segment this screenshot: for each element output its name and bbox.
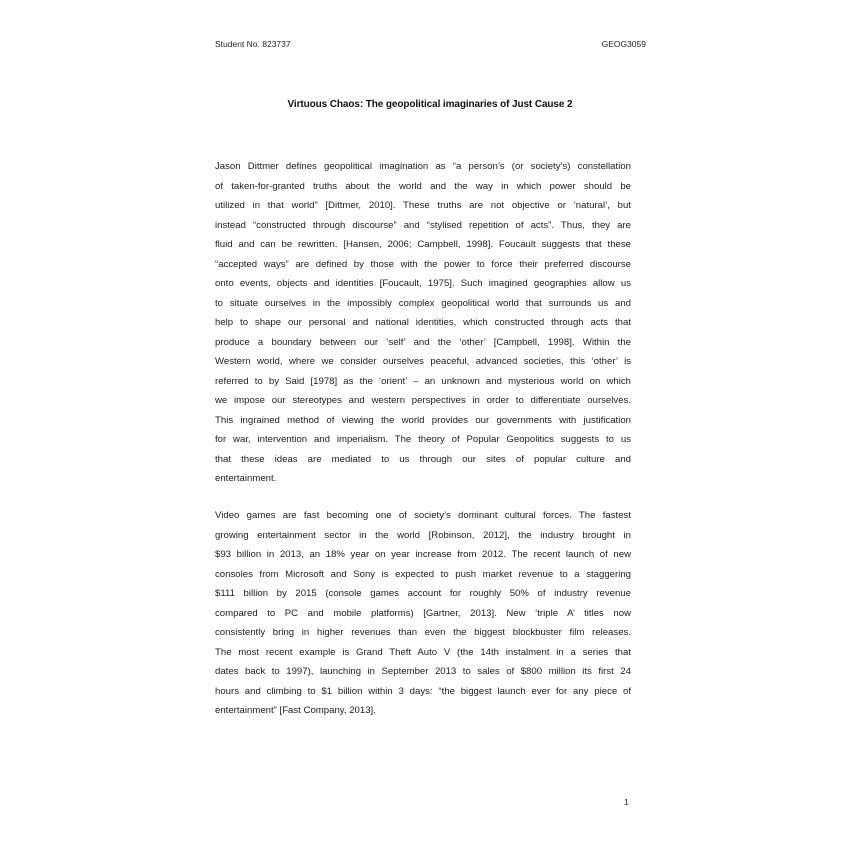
paragraph-line: dates back to 1997), launching in September 2013 to sales of $800 million its first 24 [215,666,631,677]
paragraph-line: $111 billion by 2015 (console games account for roughly 50% of industry revenue [215,588,631,599]
paragraph-2 [215,506,631,721]
paragraph-line: The most recent example is Grand Theft Auto V (the 14th instalment in a series that [215,646,631,658]
header-course-code: GEOG3059 [601,39,646,49]
paragraph-line: to situate ourselves in the impossibly complex geopolitical world that surrounds us and [215,297,631,309]
page-number: 1 [624,797,629,807]
paragraph-line: utilized in that world” [Dittmer, 2010]. These truths are not objective or ‘natural’, but [215,200,631,211]
paragraph-line: hours and climbing to $1 billion within 3 days: “the biggest launch ever for any piece of [215,685,631,697]
paragraph-line: consoles from Microsoft and Sony is expected to push market revenue to a staggering [215,568,631,580]
paragraph-line: $93 billion in 2013, an 18% year on year increase from 2012. The recent launch of new [215,549,631,560]
paragraph-line: entertainment. [215,473,277,484]
paragraph-line: This ingrained method of viewing the world provides our governments with justification [215,414,631,426]
paragraph-1 [215,157,631,489]
paragraph-line: produce a boundary between our ‘self’ and the ‘other’ [Campbell, 1998]. Within the [215,336,631,348]
paragraph-line: consistently bring in higher revenues than even the biggest blockbuster film releases. [215,627,631,638]
paragraph-line: of taken-for-granted truths about the world and the way in which power should be [215,180,631,192]
paragraph-line: Western world, where we consider ourselves peaceful, advanced societies, this ‘other’ is [215,356,631,367]
paragraph-line: for war, intervention and imperialism. The theory of Popular Geopolitics suggests to us [215,434,631,445]
paragraph-line: referred to by Said [1978] as the ‘orient’ – an unknown and mysterious world on which [215,375,631,387]
paragraph-line: fluid and can be rewritten. [Hansen, 2006; Campbell, 1998]. Foucault suggests that these [215,239,631,250]
paragraph-line: we impose our stereotypes and western perspectives in order to differentiate ourselves. [215,395,631,406]
paragraph-line: “accepted ways” are defined by those with the power to force their preferred discourse [215,258,631,270]
paragraph-line: help to shape our personal and national identities, which constructed through acts that [215,317,631,328]
paragraph-line: onto events, objects and identities [Foucault, 1975]. Such imagined geographies allow us [215,278,631,289]
paragraph-line: Video games are fast becoming one of society’s dominant cultural forces. The fastest [215,510,631,521]
paragraph-line: Jason Dittmer defines geopolitical imagination as “a person’s (or society’s) constellation [215,161,631,172]
header-student-number: Student No. 823737 [215,39,291,49]
paragraph-line: growing entertainment sector in the world [Robinson, 2012], the industry brought in [215,529,631,541]
paragraph-line: that these ideas are mediated to us through our sites of popular culture and [215,453,631,465]
document-title: Virtuous Chaos: The geopolitical imaginaries of Just Cause 2 [287,99,573,110]
paragraph-line: compared to PC and mobile platforms) [Gartner, 2013]. New ‘triple A’ titles now [215,607,631,619]
paragraph-line: instead “constructed through discourse” and “stylised repetition of acts”. Thus, they are [215,219,631,231]
paragraph-line: entertainment” [Fast Company, 2013]. [215,705,376,716]
